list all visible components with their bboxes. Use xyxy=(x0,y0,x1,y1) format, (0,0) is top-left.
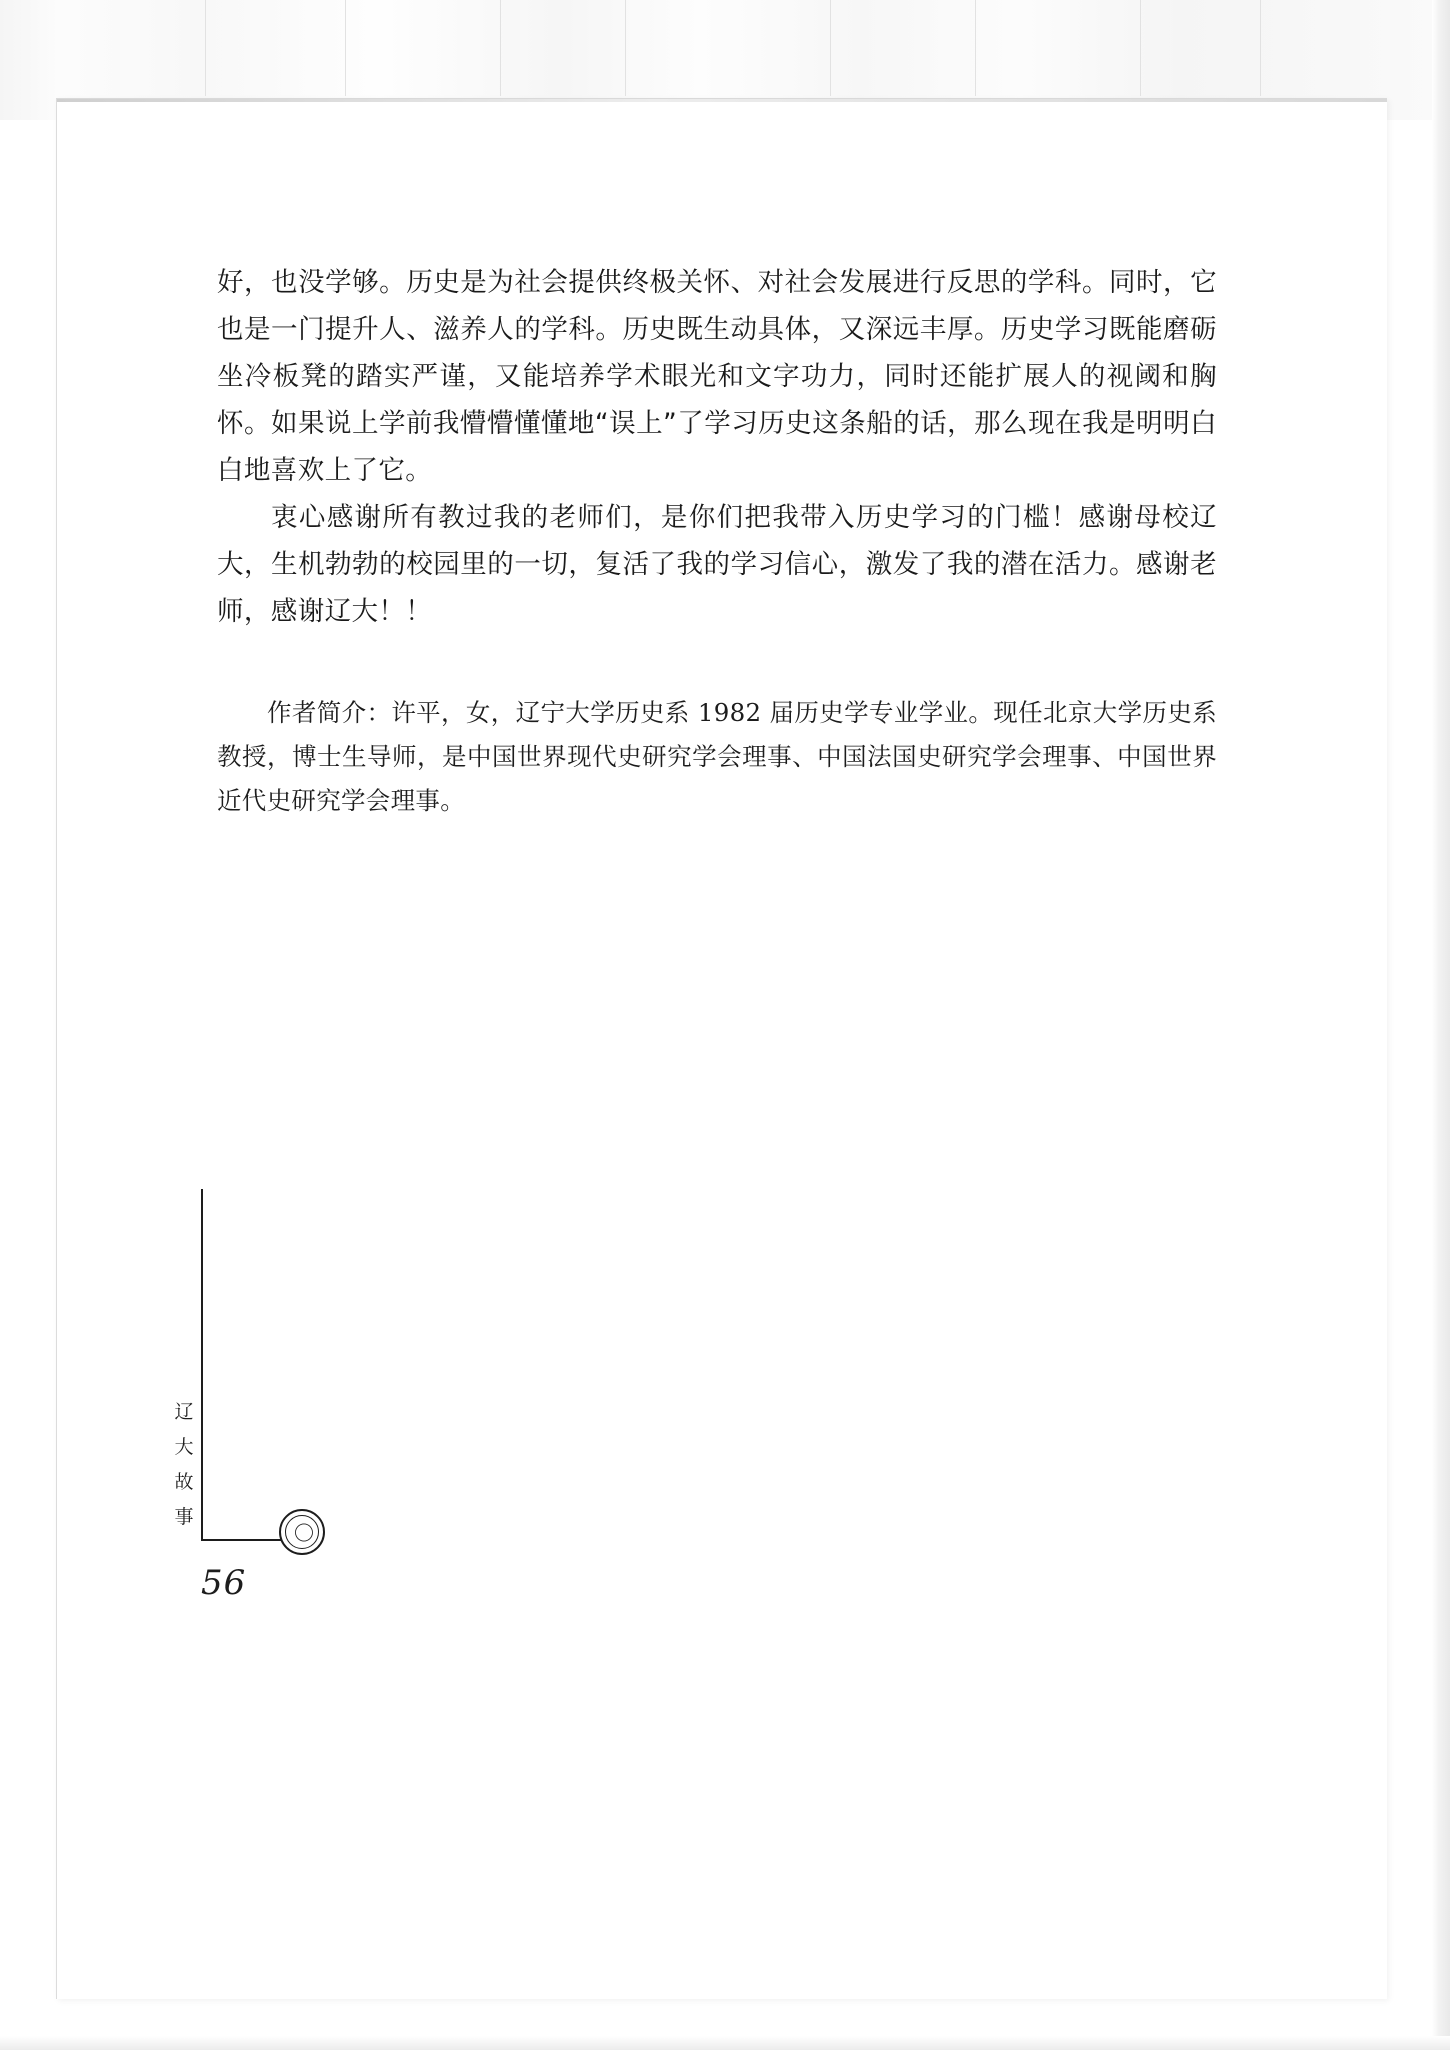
footer-label-char-3: 故 xyxy=(174,1471,194,1493)
scan-streak-3 xyxy=(500,0,501,96)
footer-label-char-2: 大 xyxy=(174,1436,194,1458)
seal-icon xyxy=(279,1509,325,1555)
paragraph-thanks: 衷心感谢所有教过我的老师们，是你们把我带入历史学习的门槛！感谢母校辽大，生机勃勃的校园里的一切，复活了我的学习信心，激发了我的潜在活力。感谢老师，感谢辽大！！ xyxy=(217,502,1217,627)
page-number: 56 xyxy=(201,1563,247,1603)
scan-streak-2 xyxy=(345,0,346,96)
scan-streak-1 xyxy=(205,0,206,96)
scan-streak-6 xyxy=(975,0,976,96)
scan-bottom-shadow xyxy=(0,2036,1450,2050)
document-page xyxy=(56,98,1387,1999)
footer-label-char-1: 辽 xyxy=(174,1401,194,1423)
scan-right-shadow xyxy=(1432,0,1450,2050)
scan-streak-8 xyxy=(1260,0,1261,96)
author-bio: 作者简介：许平，女，辽宁大学历史系 1982 届历史学专业学业。现任北京大学历史系教授，博士生导师，是中国世界现代史研究学会理事、中国法国史研究学会理事、中国世界近代史研究学会理事。 xyxy=(217,698,1217,815)
footer-horizontal-rule xyxy=(201,1539,281,1541)
page-body xyxy=(217,259,1217,823)
paragraph-continuation: 好，也没学够。历史是为社会提供终极关怀、对社会发展进行反思的学科。同时，它也是一门提升人、滋养人的学科。历史既生动具体，又深远丰厚。历史学习既能磨砺坐冷板凳的踏实严谨，又能培养学术眼光和文字功力，同时还能扩展人的视阈和胸怀。如果说上学前我懵懵懂懂地“误上”了学习历史这条船的话，那么现在我是明明白白地喜欢上了它。 xyxy=(217,267,1217,486)
scan-streak-5 xyxy=(830,0,831,96)
scan-streak-4 xyxy=(625,0,626,96)
scan-streak-7 xyxy=(1140,0,1141,96)
page-top-edge xyxy=(57,99,1387,102)
seal-glyph: 〇 xyxy=(294,1521,314,1545)
footer-label-char-4: 事 xyxy=(174,1506,194,1528)
footer-series-label xyxy=(171,1395,197,1535)
footer-vertical-rule xyxy=(201,1189,203,1541)
